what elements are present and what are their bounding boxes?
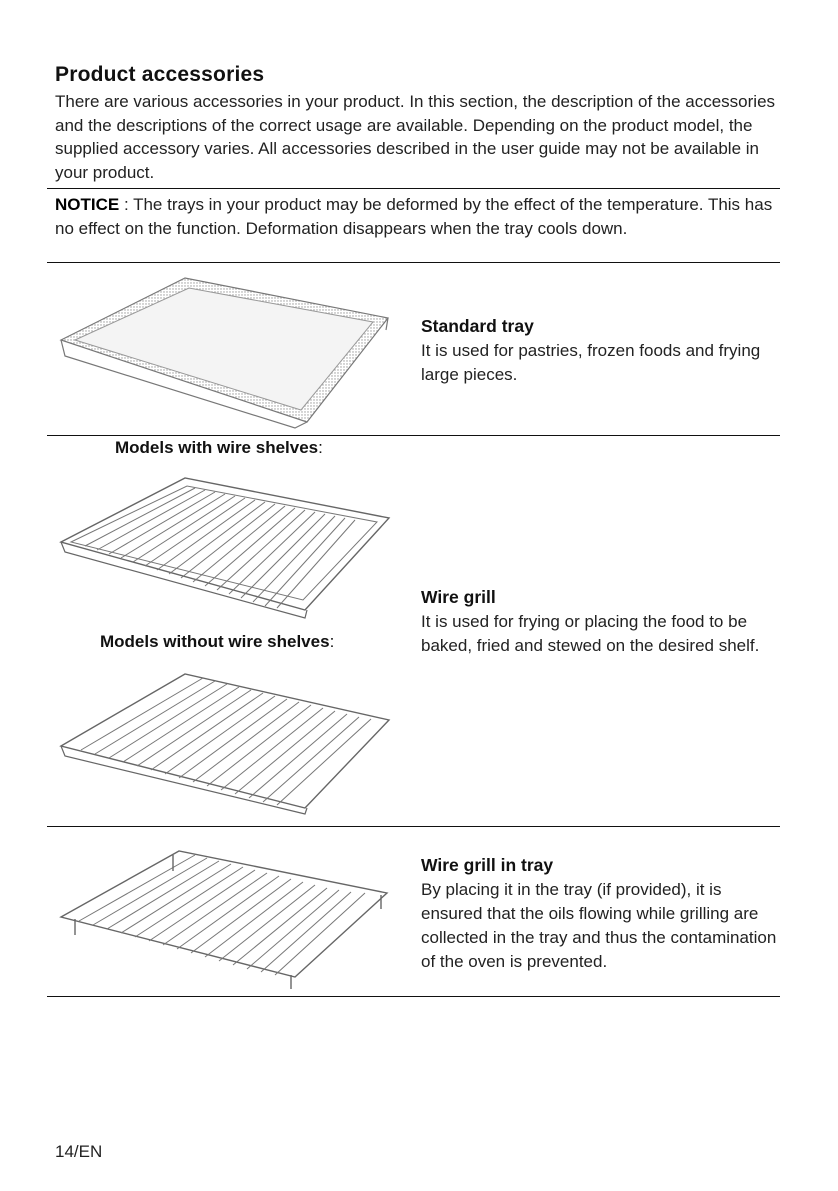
- notice-label: NOTICE: [55, 195, 120, 214]
- item-title: Standard tray: [421, 316, 534, 336]
- standard-tray-illustration: [55, 270, 395, 430]
- item-description: It is used for frying or placing the food to be baked, fried and stewed on the desired shelf.: [421, 612, 760, 655]
- page-number: 14/EN: [55, 1142, 103, 1161]
- item-title: Wire grill in tray: [421, 855, 554, 875]
- notice-text: : The trays in your product may be deformed by the effect of the temperature. This has no effect on the function. Deformation disappears when the tray cools down.: [55, 195, 773, 238]
- wire-grill-in-tray-illustration: [55, 843, 395, 988]
- page-title: Product accessories: [55, 63, 265, 86]
- divider: [47, 435, 780, 436]
- divider: [47, 262, 780, 263]
- divider: [47, 188, 780, 189]
- divider: [47, 996, 780, 997]
- item-description: It is used for pastries, frozen foods and frying large pieces.: [421, 341, 761, 384]
- item-title: Wire grill: [421, 587, 496, 607]
- variant-label-with-shelves: Models with wire shelves:: [115, 438, 323, 457]
- notice-box: [55, 193, 780, 241]
- variant-label-without-shelves: Models without wire shelves:: [100, 632, 335, 651]
- wire-grill-illustration: [55, 470, 395, 620]
- wire-grill-illustration: [55, 666, 395, 816]
- intro-paragraph: There are various accessories in your product. In this section, the description of the accessories and the descriptions of the correct usage are available. Depending on the product model, the supplied accessory varies. All accessories described in the user guide may not be available in your product.: [55, 92, 776, 182]
- divider: [47, 826, 780, 827]
- item-description: By placing it in the tray (if provided), it is ensured that the oils flowing while grilling are collected in the tray and thus the contamination of the oven is prevented.: [421, 880, 777, 971]
